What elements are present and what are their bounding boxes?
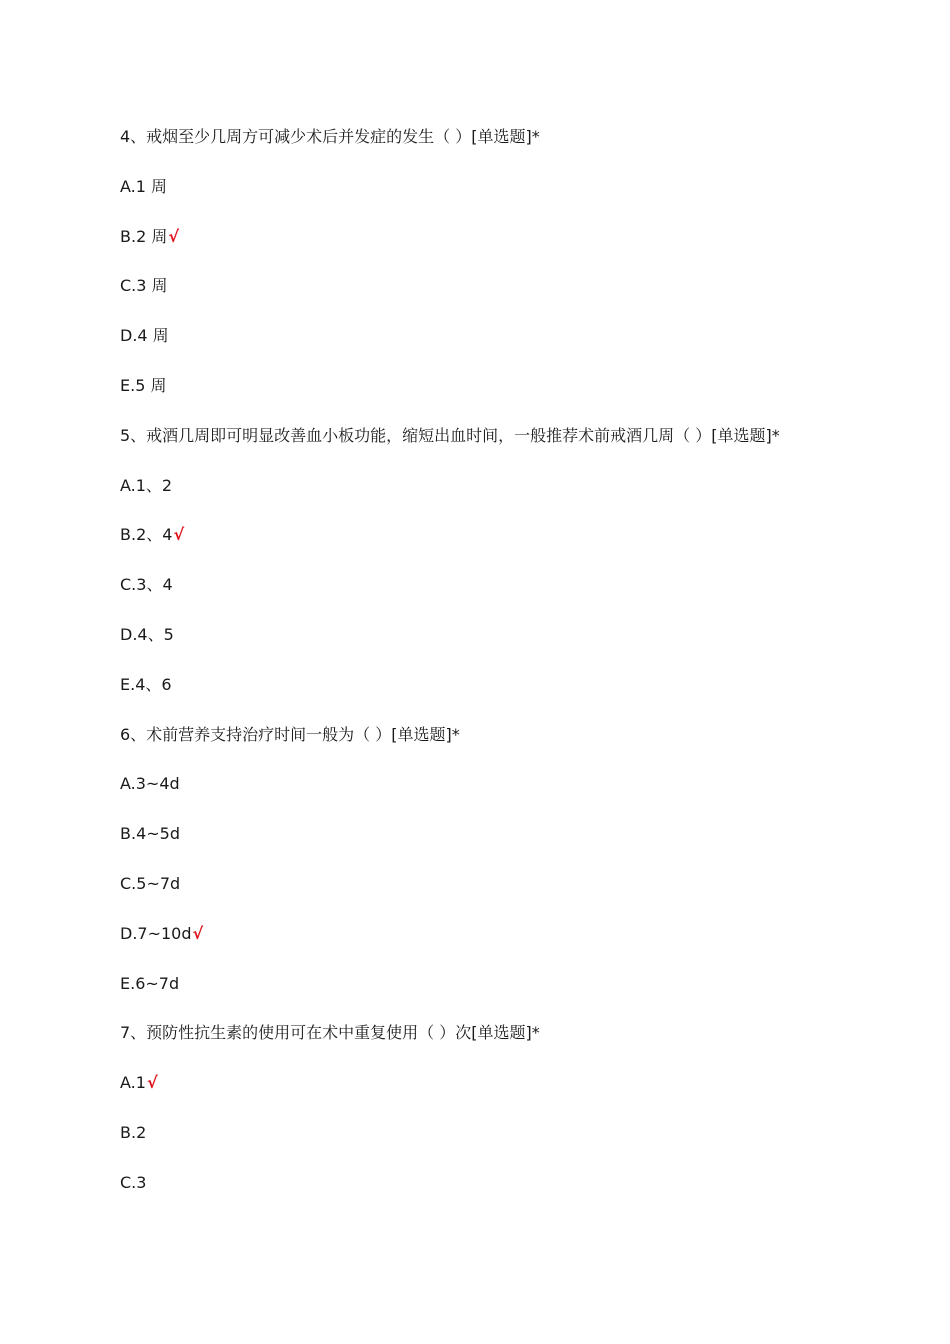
option-label: D.4 周 — [120, 326, 169, 346]
document-body — [120, 124, 910, 1220]
option-label: B.2 周 — [120, 226, 168, 246]
option-label: D.4、5 — [120, 624, 174, 644]
option-4a — [120, 174, 910, 224]
option-label: C.3 周 — [120, 276, 168, 296]
option-7c — [120, 1170, 910, 1220]
option-4d — [120, 323, 910, 373]
option-6e — [120, 971, 910, 1021]
option-4e — [120, 373, 910, 423]
option-label: C.3、4 — [120, 575, 173, 595]
option-label: E.5 周 — [120, 375, 167, 395]
check-mark-icon: √ — [173, 525, 185, 545]
option-label: A.1 — [120, 1073, 146, 1093]
option-5d — [120, 622, 910, 672]
question-4-text: 4、戒烟至少几周方可减少术后并发症的发生（ ）[单选题]* — [120, 127, 540, 146]
option-label: E.6~7d — [120, 973, 180, 993]
option-7a — [120, 1070, 910, 1120]
option-5b — [120, 522, 910, 572]
option-label: A.1 周 — [120, 176, 168, 196]
option-4b — [120, 224, 910, 274]
question-6-text: 6、术前营养支持治疗时间一般为（ ）[单选题]* — [120, 724, 460, 744]
option-5c — [120, 572, 910, 622]
option-4c — [120, 273, 910, 323]
question-7-text: 7、预防性抗生素的使用可在术中重复使用（ ）次[单选题]* — [120, 1023, 540, 1043]
option-6a — [120, 771, 910, 821]
option-label: E.4、6 — [120, 674, 172, 694]
option-6d — [120, 921, 910, 971]
question-5-text: 5、戒酒几周即可明显改善血小板功能，缩短出血时间，一般推荐术前戒酒几周（ ）[单选题]* — [120, 425, 780, 445]
check-mark-icon: √ — [168, 226, 180, 246]
option-label: B.4~5d — [120, 824, 180, 844]
option-label: A.1、2 — [120, 475, 173, 495]
option-7b — [120, 1120, 910, 1170]
option-6b — [120, 821, 910, 871]
option-label: C.3 — [120, 1172, 147, 1192]
check-mark-icon: √ — [146, 1073, 158, 1093]
option-5a — [120, 473, 910, 523]
option-label: A.3~4d — [120, 774, 180, 794]
option-label: D.7~10d — [120, 923, 192, 943]
option-label: C.5~7d — [120, 873, 181, 893]
option-6c — [120, 871, 910, 921]
option-label: B.2、4 — [120, 525, 173, 545]
option-label: B.2 — [120, 1122, 147, 1142]
option-5e — [120, 672, 910, 722]
check-mark-icon: √ — [192, 923, 204, 943]
